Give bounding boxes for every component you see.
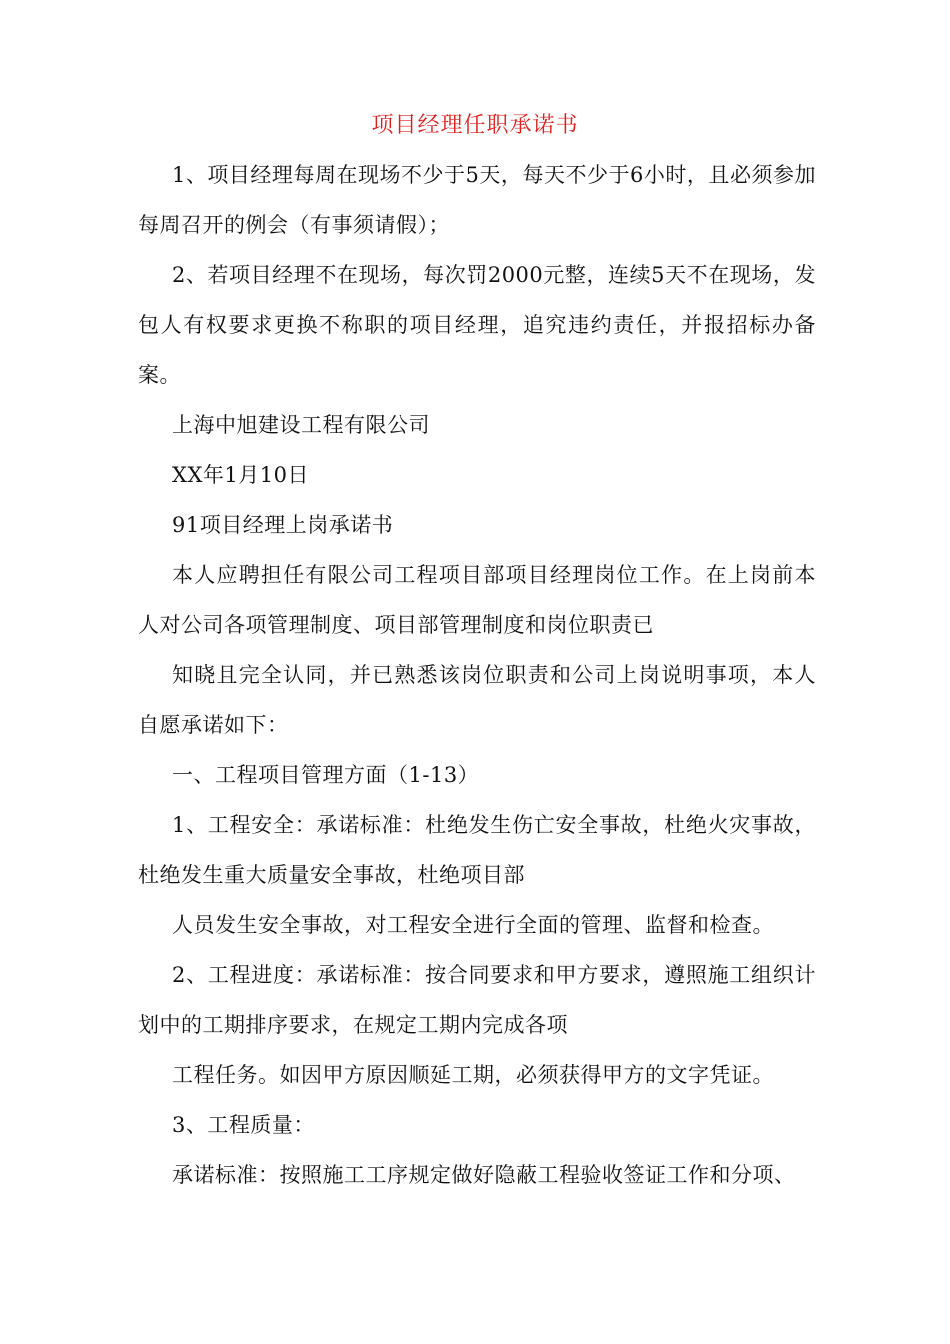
document-title: 项目经理任职承诺书 (371, 113, 579, 138)
clause-1-attendance: 1、项目经理每周在现场不少于5天，每天不少于6小时，且必须参加每周召开的例会（有事须请假）； (138, 163, 816, 237)
company-name: 上海中旭建设工程有限公司 (172, 413, 430, 437)
item-2-schedule: 2、工程进度：承诺标准：按合同要求和甲方要求，遵照施工组织计划中的工期排序要求，在规定工期内完成各项 (138, 963, 816, 1037)
document-date: XX年1月10日 (172, 463, 309, 487)
intro-paragraph: 本人应聘担任有限公司工程项目部项目经理岗位工作。在上岗前本人对公司各项管理制度、项目部管理制度和岗位职责已 (138, 563, 816, 637)
item-1-safety-continued: 人员发生安全事故，对工程安全进行全面的管理、监督和检查。 (172, 913, 774, 937)
document-body (138, 150, 816, 1200)
item-2-schedule-continued: 工程任务。如因甲方原因顺延工期，必须获得甲方的文字凭证。 (172, 1063, 774, 1087)
section-heading-commitment: 91项目经理上岗承诺书 (172, 513, 394, 537)
item-1-safety: 1、工程安全：承诺标准：杜绝发生伤亡安全事故，杜绝火灾事故，杜绝发生重大质量安全事故，杜绝项目部 (138, 813, 816, 887)
item-3-quality: 3、工程质量： (172, 1113, 315, 1137)
clause-2-penalty: 2、若项目经理不在现场，每次罚2000元整，连续5天不在现场，发包人有权要求更换不称职的项目经理，追究违约责任，并报招标办备案。 (138, 263, 816, 387)
section-heading-project-management: 一、工程项目管理方面（1-13） (172, 763, 480, 787)
item-3-quality-standard: 承诺标准：按照施工工序规定做好隐蔽工程验收签证工作和分项、 (172, 1163, 796, 1187)
intro-paragraph-continued: 知晓且完全认同，并已熟悉该岗位职责和公司上岗说明事项，本人自愿承诺如下： (138, 663, 816, 737)
